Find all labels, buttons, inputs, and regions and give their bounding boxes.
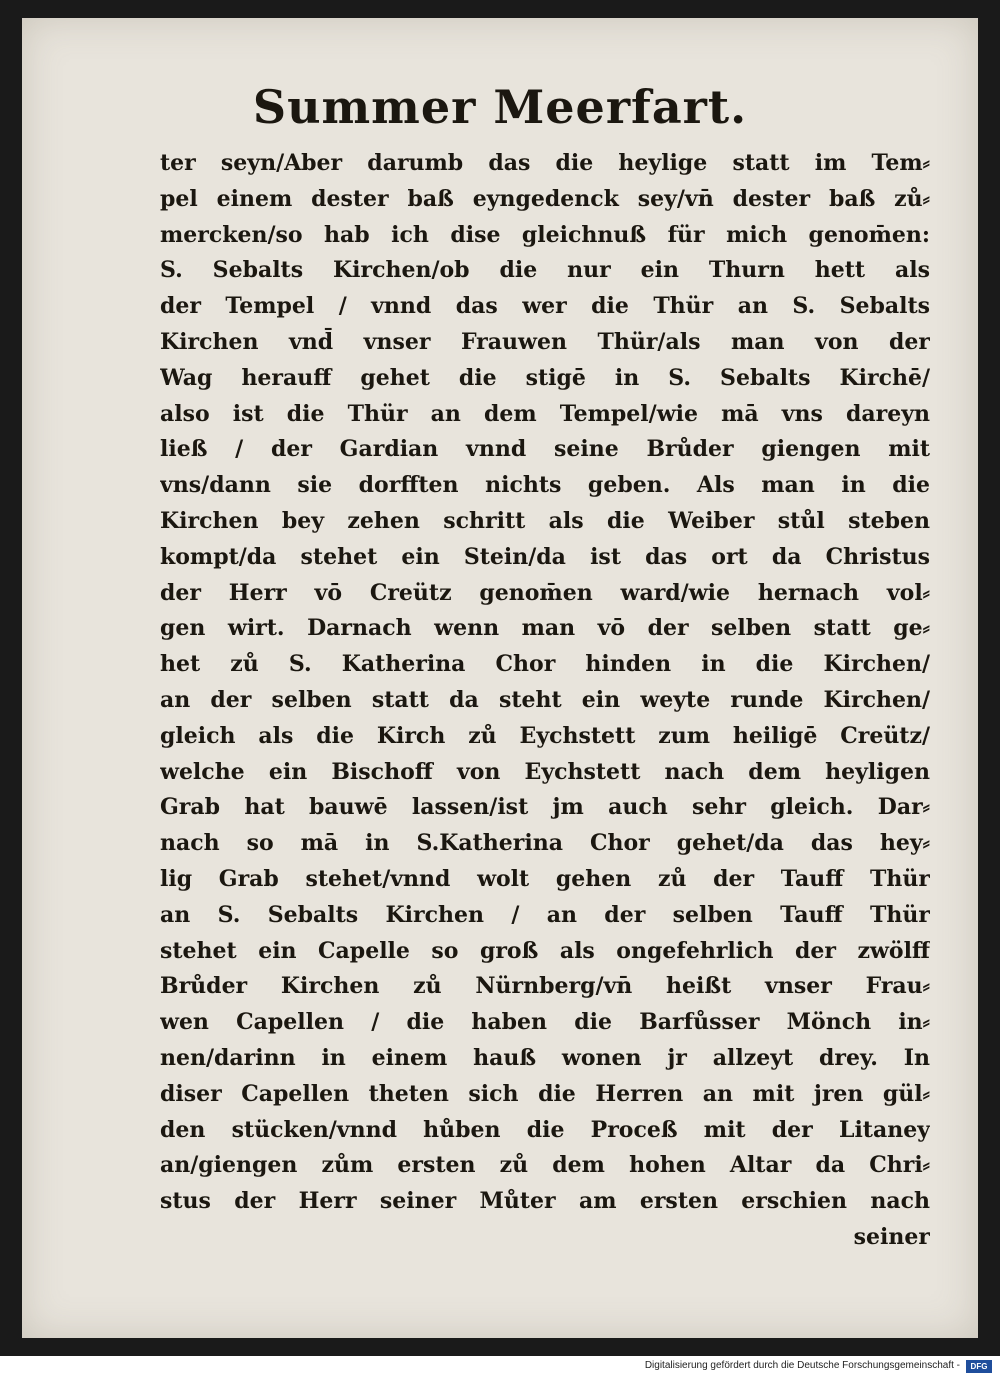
text-line: seiner: [853, 1223, 930, 1250]
text-line: nen/darinn in einem hauß wonen jr allzeyt drey. In: [160, 1044, 930, 1071]
text-line: an der selben statt da steht ein weyte runde Kirchen/: [160, 686, 930, 713]
text-line: diser Capellen theten sich die Herren an mit jren gül⸗: [160, 1080, 930, 1107]
text-line: Brůder Kirchen zů Nürnberg/vn̄ heißt vnser Frau⸗: [160, 973, 930, 1000]
text-line: nach so mā in S.Katherina Chor gehet/da das hey⸗: [160, 830, 930, 857]
text-line: pel einem dester baß eyngedenck sey/vn̄ dester baß zů⸗: [160, 185, 930, 212]
text-line: het zů S. Katherina Chor hinden in die Kirchen/: [160, 651, 930, 678]
text-line: ter seyn/Aber darumb das die heylige statt im Tem⸗: [160, 150, 930, 176]
text-line: gleich als die Kirch zů Eychstett zum heiligē Creütz/: [160, 722, 930, 749]
text-line: S. Sebalts Kirchen/ob die nur ein Thurn hett als: [160, 257, 930, 284]
text-line: vns/dann sie dorfften nichts geben. Als man in die: [160, 472, 930, 499]
text-line: Grab hat bauwē lassen/ist jm auch sehr gleich. Dar⸗: [160, 794, 930, 821]
text-line: gen wirt. Darnach wenn man vō der selben statt ge⸗: [160, 615, 930, 642]
text-line: an S. Sebalts Kirchen / an der selben Tauff Thür: [160, 901, 930, 928]
text-line: kompt/da stehet ein Stein/da ist das ort da Christus: [160, 543, 930, 570]
text-line: Wag herauff gehet die stigē in S. Sebalts Kirchē/: [160, 364, 930, 391]
text-line: der Herr vō Creütz genom̄en ward/wie hernach vol⸗: [160, 579, 930, 606]
text-line: welche ein Bischoff von Eychstett nach dem heyligen: [160, 758, 930, 785]
text-line: an/giengen zům ersten zů dem hohen Altar da Chri⸗: [160, 1152, 930, 1179]
footer: [0, 1356, 1000, 1378]
text-line: der Tempel / vnnd das wer die Thür an S. Sebalts: [160, 293, 930, 320]
footer-credit: Digitalisierung gefördert durch die Deutsche Forschungsgemeinschaft -: [644, 1360, 960, 1371]
body-text: [160, 146, 930, 1256]
text-line: also ist die Thür an dem Tempel/wie mā vns dareyn: [160, 400, 930, 427]
text-line: wen Capellen / die haben die Barfůsser Mönch in⸗: [160, 1009, 930, 1036]
running-headline: Summer Meerfart.: [252, 80, 748, 134]
text-line: ließ / der Gardian vnnd seine Brůder giengen mit: [160, 436, 930, 463]
text-line: stus der Herr seiner Můter am ersten erschien nach: [160, 1188, 930, 1215]
text-line: Kirchen bey zehen schritt als die Weiber stůl steben: [160, 507, 930, 534]
text-line: Kirchen vnd̄ vnser Frauwen Thür/als man von der: [160, 328, 930, 355]
book-page: [22, 18, 978, 1338]
dfg-logo: DFG: [966, 1360, 992, 1373]
text-line: lig Grab stehet/vnnd wolt gehen zů der Tauff Thür: [160, 865, 930, 892]
text-line: den stücken/vnnd hůben die Proceß mit der Litaney: [160, 1116, 930, 1143]
text-line: mercken/so hab ich dise gleichnuß für mich genom̄en:: [160, 221, 930, 248]
text-line: stehet ein Capelle so groß als ongefehrlich der zwölff: [160, 937, 930, 964]
